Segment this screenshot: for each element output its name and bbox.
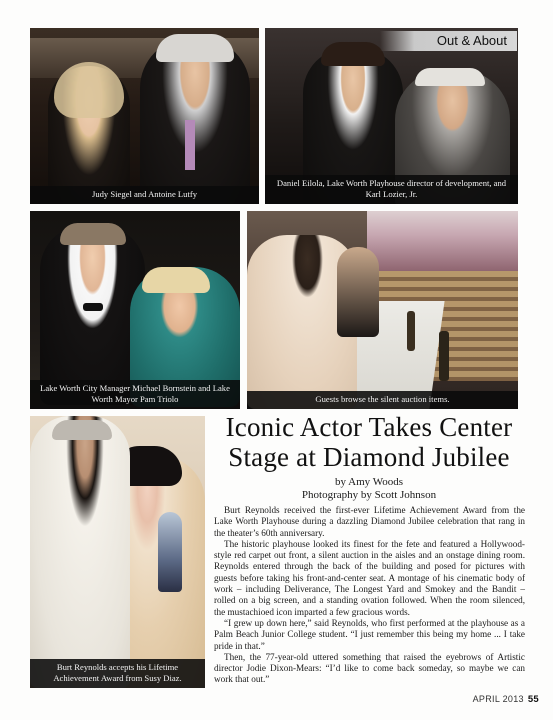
issue-date: APRIL 2013 <box>472 694 524 704</box>
photo-caption: Lake Worth City Manager Michael Bornstein and Lake Worth Mayor Pam Triolo <box>30 380 240 409</box>
guest-figure <box>337 247 379 337</box>
bow-tie <box>83 303 103 311</box>
man-left-hair <box>321 42 385 66</box>
photo-caption: Burt Reynolds accepts his Lifetime Achievement Award from Susy Diaz. <box>30 659 205 688</box>
award-trophy <box>158 512 182 592</box>
man-hair <box>60 223 126 245</box>
photo-eilola-lozier <box>265 28 518 204</box>
wine-bottle <box>407 311 415 351</box>
page-folio <box>473 694 539 705</box>
photo-silent-auction <box>247 211 518 409</box>
man-figure <box>140 38 250 204</box>
byline-author: by Amy Woods <box>335 476 403 488</box>
man-hair <box>156 34 234 62</box>
article-paragraph: The historic playhouse looked its finest for the fete and featured a Hollywood-style red carpet out front, a silent auction in the aisles and an onstage dining room. Reynolds entered through the back of the building and posed for pictures with guests before taking his front-and-center seat. A montage of his cinematic body of work – including Deliverance, The Longest Yard and Smokey and the Bandit – rolled on a big screen, and a standing ovation followed. When the room silenced, the mustachioed icon imparted a few gracious words. <box>214 538 525 617</box>
photo-caption: Guests browse the silent auction items. <box>247 391 518 409</box>
photo-caption: Judy Siegel and Antoine Lutfy <box>30 186 259 204</box>
tie <box>185 120 195 170</box>
byline-photographer: Photography by Scott Johnson <box>301 489 437 501</box>
photo-siegel-lutfy <box>30 28 259 204</box>
man-hair <box>52 420 112 440</box>
section-label: Out & About <box>380 31 517 51</box>
photo-reynolds-diaz <box>30 416 205 688</box>
photo-bornstein-triolo <box>30 211 240 409</box>
woman-hair <box>142 267 210 293</box>
byline <box>214 476 524 502</box>
page-number: 55 <box>527 694 539 705</box>
article-paragraph: “I grew up down here,” said Reynolds, who first performed at the playhouse as a Palm Beach Junior College student. “I just remember this being my home ... I take pride in that.” <box>214 617 525 651</box>
man-right-hair <box>415 68 485 86</box>
article-paragraph: Then, the 77-year-old uttered something that raised the eyebrows of Artistic director Jodie Dixon-Mears: “I’d like to come back someday, so maybe we can work that out.” <box>214 651 525 685</box>
wine-bottle <box>439 331 449 381</box>
stage-lights <box>367 211 518 271</box>
article-body <box>214 505 525 686</box>
article-paragraph: Burt Reynolds received the first-ever Lifetime Achievement Award from the Lake Worth Playhouse during a dazzling Diamond Jubilee celebration that rang in the theater’s 60th anniversary. <box>214 505 525 538</box>
article-headline: Iconic Actor Takes Center Stage at Diamond Jubilee <box>225 412 513 472</box>
man-figure <box>30 416 130 688</box>
photo-caption: Daniel Eilola, Lake Worth Playhouse director of development, and Karl Lozier, Jr. <box>265 175 518 204</box>
